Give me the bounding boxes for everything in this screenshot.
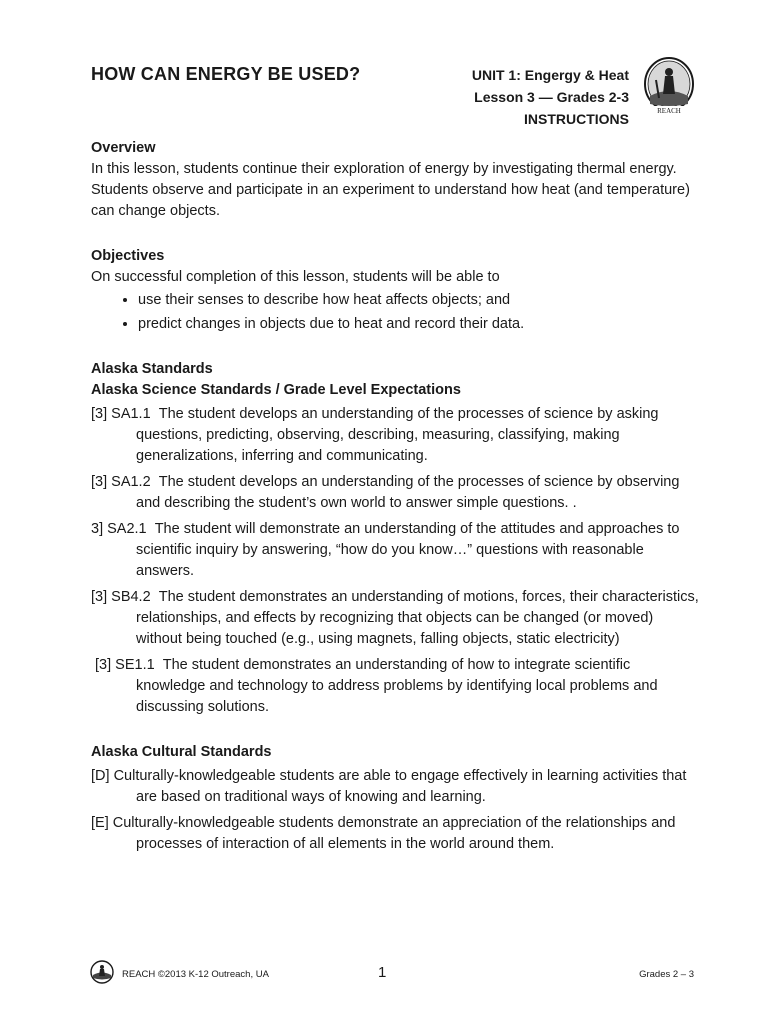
cultural-standards-section: [91, 742, 701, 855]
standard-item: [91, 404, 701, 467]
objectives-list: [91, 290, 701, 335]
reach-logo: [642, 56, 696, 116]
objectives-intro: On successful completion of this lesson, students will be able to: [91, 269, 500, 285]
unit-label: UNIT 1: Engergy & Heat: [471, 67, 629, 83]
standard-item: [91, 655, 701, 718]
standard-text: The student develops an understanding of the processes of science by observing and describing the student’s own world to answer simple questions. .: [136, 474, 680, 511]
standard-code: [D]: [91, 768, 110, 784]
objectives-heading: Objectives: [91, 248, 165, 264]
lesson-label: Lesson 3 — Grades 2-3: [474, 89, 629, 105]
lesson-content: [91, 138, 701, 879]
standard-code: [3] SE1.1: [91, 657, 155, 673]
page-number: 1: [378, 964, 387, 981]
standard-text: The student demonstrates an understanding of how to integrate scientific knowledge and technology to address problems by identifying local problems and discussing solutions.: [136, 657, 658, 715]
overview-text: In this lesson, students continue their exploration of energy by investigating thermal energy. Students observe and participate in an experiment to understand how heat (and temperature) can change objects.: [91, 161, 690, 219]
standard-item: [91, 519, 701, 582]
alaska-standards-section: [91, 359, 701, 718]
page-title: HOW CAN ENERGY BE USED?: [91, 64, 361, 84]
standard-code: 3] SA2.1: [91, 521, 147, 537]
list-item: • predict changes in objects due to heat and record their data.: [138, 314, 701, 335]
science-standards-subheading: Alaska Science Standards / Grade Level Expectations: [91, 382, 461, 398]
unit-info: [472, 64, 629, 130]
logo-text: REACH: [657, 107, 681, 115]
list-item: • use their senses to describe how heat affects objects; and: [138, 290, 701, 311]
standard-code: [3] SA1.1: [91, 406, 151, 422]
standard-item: [91, 587, 701, 650]
standard-text: The student demonstrates an understanding of motions, forces, their characteristics, relationships, and effects by recognizing that objects can be changed (or moved) without being touched (e.g., using magnets, falling objects, static electricity): [136, 589, 699, 647]
objectives-section: [91, 246, 701, 335]
cultural-standards-heading: Alaska Cultural Standards: [91, 744, 272, 760]
footer-copyright: REACH ©2013 K-12 Outreach, UA: [122, 969, 269, 980]
page-footer: [0, 958, 770, 988]
standard-text: Culturally-knowledgeable students demonstrate an appreciation of the relationships and processes of interaction of all elements in the world around them.: [112, 815, 676, 852]
overview-section: [91, 138, 701, 222]
footer-grades: Grades 2 – 3: [639, 969, 694, 980]
standard-text: Culturally-knowledgeable students are able to engage effectively in learning activities that are based on traditional ways of knowing and learning.: [113, 768, 687, 805]
alaska-standards-heading: Alaska Standards: [91, 361, 213, 377]
instructions-label: INSTRUCTIONS: [524, 111, 629, 127]
standard-code: [3] SA1.2: [91, 474, 151, 490]
standard-code: [3] SB4.2: [91, 589, 151, 605]
standard-code: [E]: [91, 815, 109, 831]
standard-item: [91, 766, 701, 808]
standard-text: The student develops an understanding of the processes of science by asking questions, predicting, observing, describing, measuring, classifying, making generalizations, inferring and communicating.: [136, 406, 659, 464]
standard-text: The student will demonstrate an understanding of the attitudes and approaches to scientific inquiry by answering, “how do you know…” questions with reasonable answers.: [136, 521, 680, 579]
overview-heading: Overview: [91, 140, 156, 156]
standard-item: [91, 472, 701, 514]
standard-item: [91, 813, 701, 855]
reach-footer-icon: [90, 960, 114, 984]
